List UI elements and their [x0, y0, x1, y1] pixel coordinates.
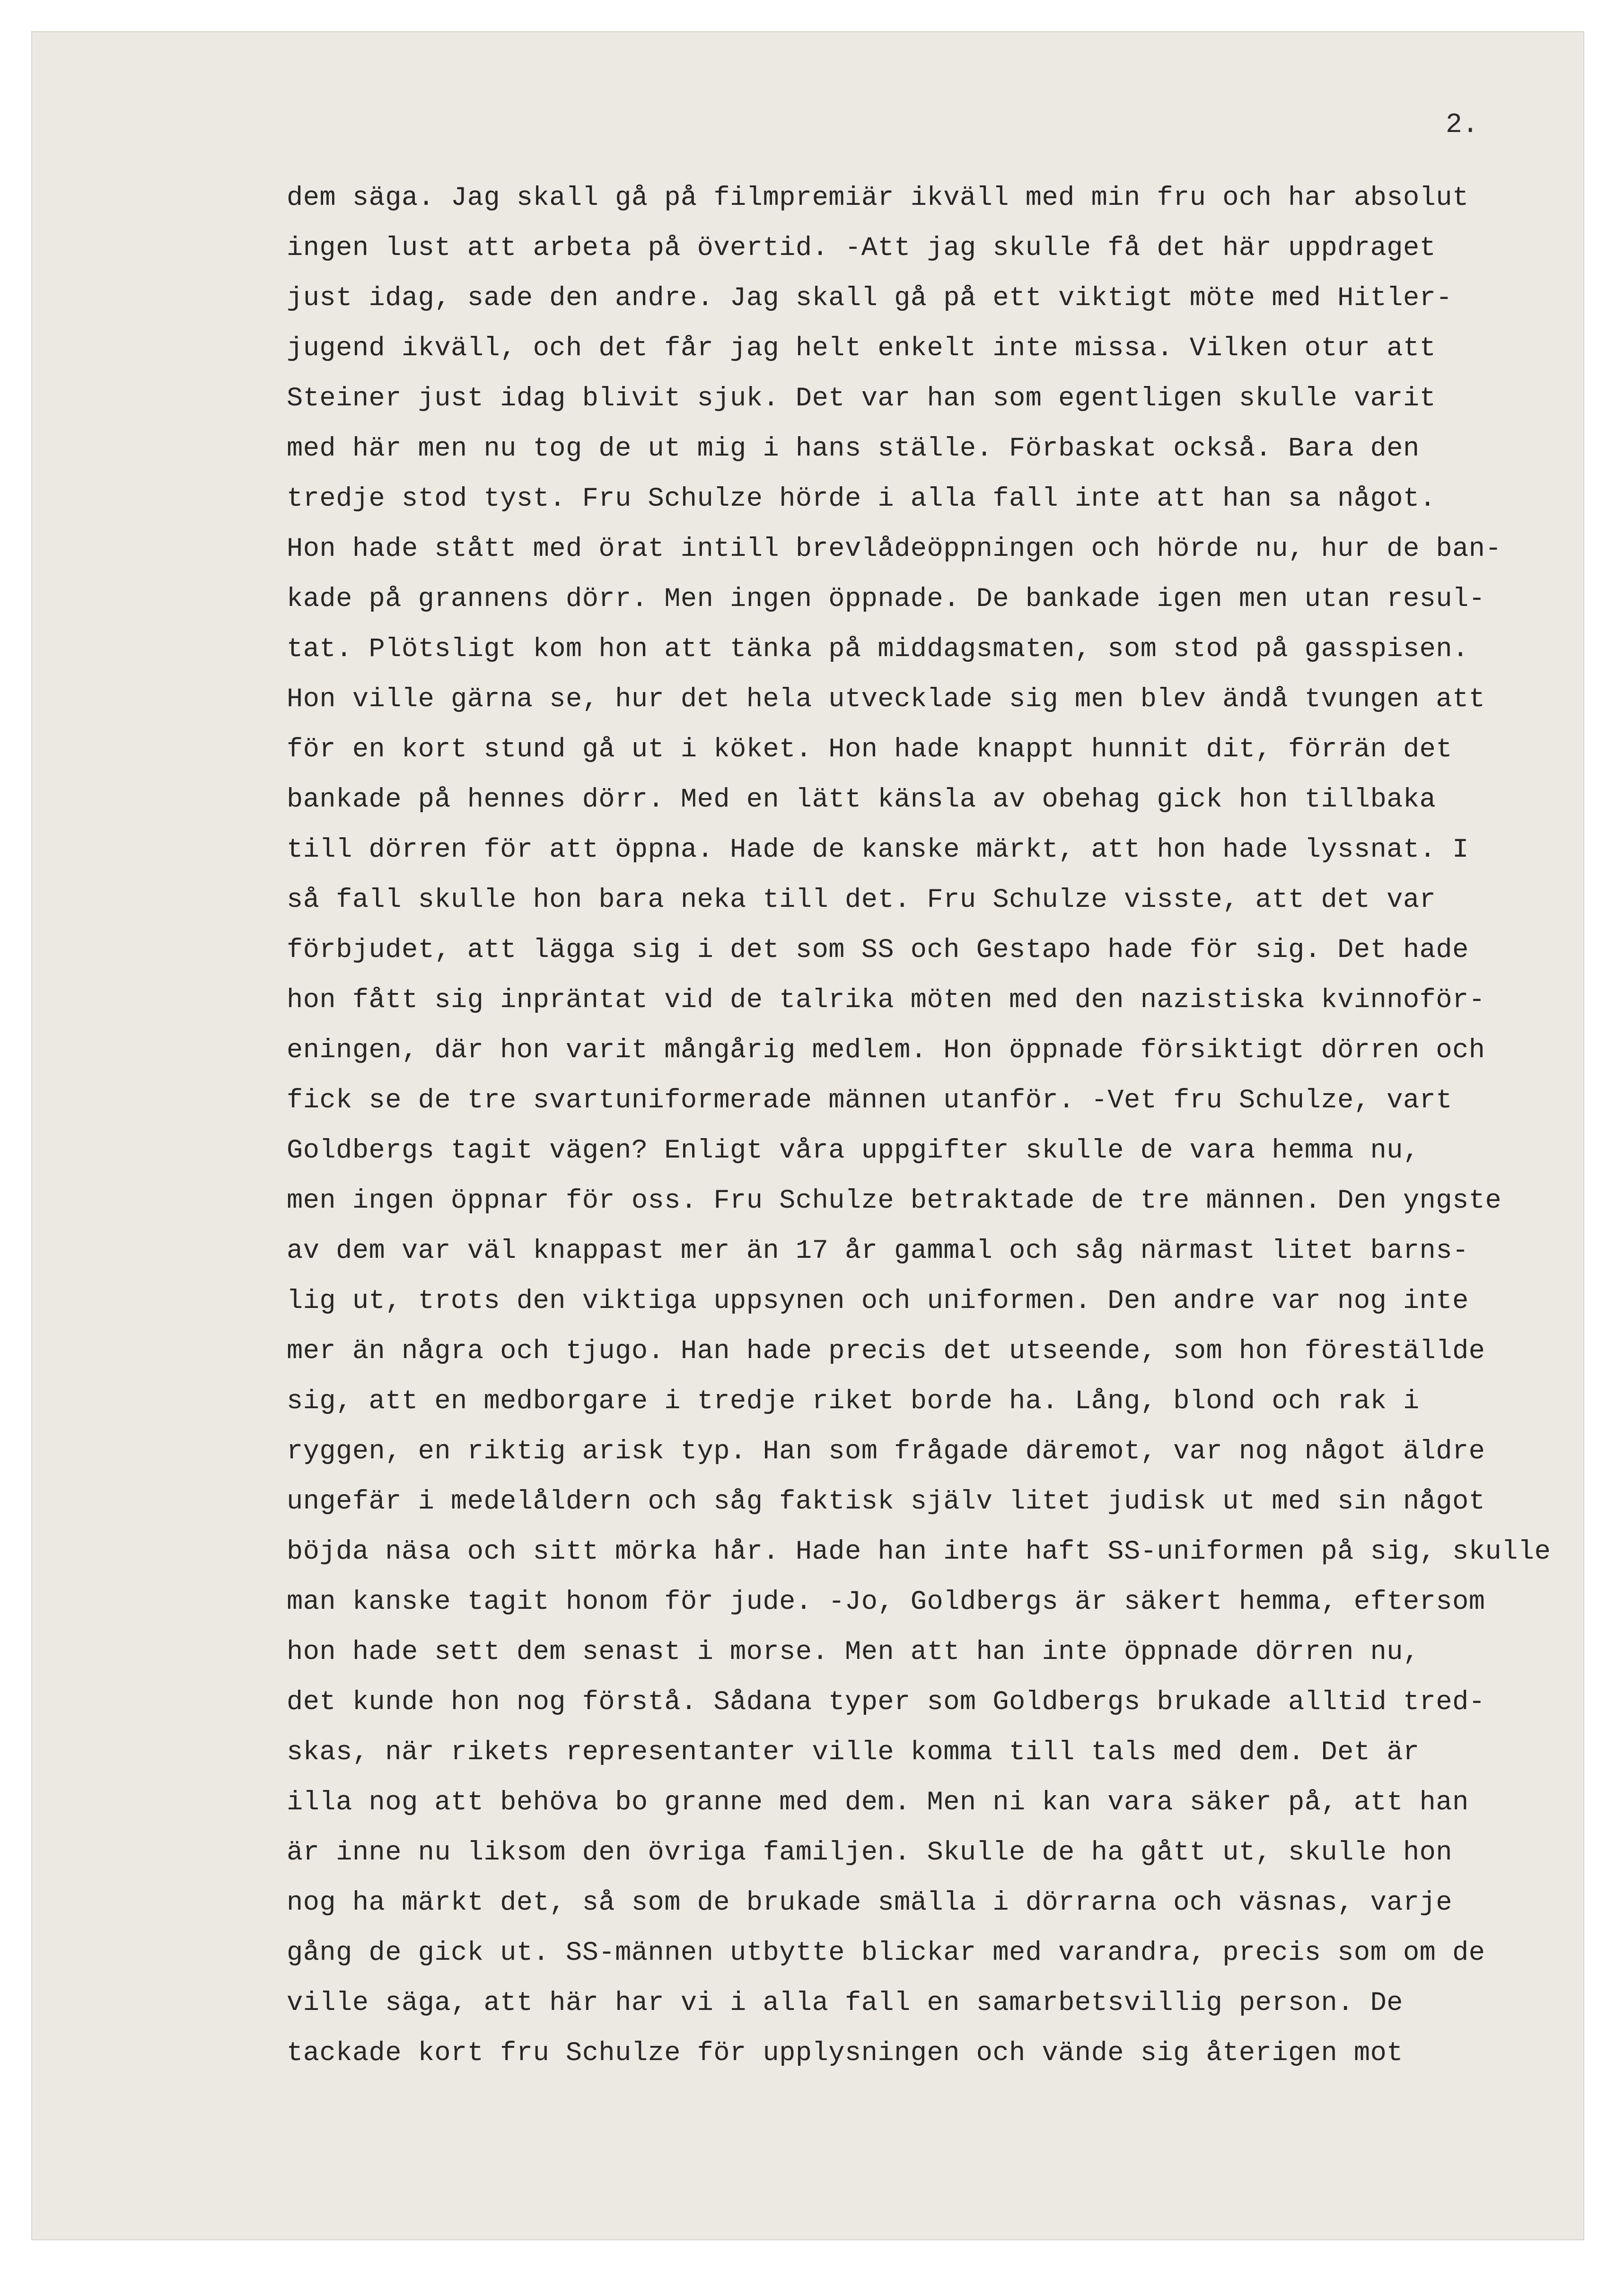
text-line: Goldbergs tagit vägen? Enligt våra uppgifter skulle de vara hemma nu, — [287, 1136, 1420, 1166]
text-line: med här men nu tog de ut mig i hans ställe. Förbaskat också. Bara den — [287, 434, 1420, 464]
text-line: hon fått sig inpräntat vid de talrika möten med den nazistiska kvinnoför- — [287, 985, 1485, 1016]
text-line: tat. Plötsligt kom hon att tänka på middagsmaten, som stod på gasspisen. — [287, 634, 1469, 665]
text-line: just idag, sade den andre. Jag skall gå på ett viktigt möte med Hitler- — [287, 283, 1453, 314]
text-line: kade på grannens dörr. Men ingen öppnade. De bankade igen men utan resul- — [287, 584, 1485, 614]
text-line: illa nog att behöva bo granne med dem. Men ni kan vara säker på, att han — [287, 1788, 1469, 1818]
text-line: tredje stod tyst. Fru Schulze hörde i alla fall inte att han sa något. — [287, 484, 1436, 514]
text-line: ville säga, att här har vi i alla fall en samarbetsvillig person. De — [287, 1988, 1403, 2018]
text-line: ryggen, en riktig arisk typ. Han som frågade däremot, var nog något äldre — [287, 1437, 1485, 1467]
text-line: man kanske tagit honom för jude. -Jo, Goldbergs är säkert hemma, eftersom — [287, 1587, 1485, 1617]
text-line: är inne nu liksom den övriga familjen. Skulle de ha gått ut, skulle hon — [287, 1838, 1453, 1868]
text-line: böjda näsa och sitt mörka hår. Hade han inte haft SS-uniformen på sig, skulle — [287, 1537, 1551, 1567]
text-line: men ingen öppnar för oss. Fru Schulze betraktade de tre männen. Den yngste — [287, 1186, 1502, 1216]
text-line: Hon hade stått med örat intill brevlådeöppningen och hörde nu, hur de ban- — [287, 534, 1502, 564]
text-line: Steiner just idag blivit sjuk. Det var han som egentligen skulle varit — [287, 384, 1436, 414]
text-line: av dem var väl knappast mer än 17 år gammal och såg närmast litet barns- — [287, 1236, 1469, 1266]
text-line: ingen lust att arbeta på övertid. -Att jag skulle få det här uppdraget — [287, 233, 1436, 263]
text-line: mer än några och tjugo. Han hade precis det utseende, som hon föreställde — [287, 1336, 1485, 1367]
text-line: för en kort stund gå ut i köket. Hon hade knappt hunnit dit, förrän det — [287, 735, 1453, 765]
text-line: det kunde hon nog förstå. Sådana typer som Goldbergs brukade alltid tred- — [287, 1687, 1485, 1718]
text-line: eningen, där hon varit mångårig medlem. Hon öppnade försiktigt dörren och — [287, 1035, 1485, 1066]
text-line: lig ut, trots den viktiga uppsynen och uniformen. Den andre var nog inte — [287, 1286, 1469, 1316]
text-line: skas, när rikets representanter ville komma till tals med dem. Det är — [287, 1737, 1420, 1768]
text-line: tackade kort fru Schulze för upplysningen och vände sig återigen mot — [287, 2038, 1403, 2069]
text-line: fick se de tre svartuniformerade männen utanför. -Vet fru Schulze, vart — [287, 1086, 1453, 1116]
typed-page — [31, 31, 1584, 2240]
text-line: hon hade sett dem senast i morse. Men att han inte öppnade dörren nu, — [287, 1637, 1420, 1667]
text-line: så fall skulle hon bara neka till det. Fru Schulze visste, att det var — [287, 885, 1436, 915]
text-line: jugend ikväll, och det får jag helt enkelt inte missa. Vilken otur att — [287, 333, 1436, 364]
text-line: bankade på hennes dörr. Med en lätt känsla av obehag gick hon tillbaka — [287, 785, 1436, 815]
typed-text-body — [287, 173, 1551, 2079]
page-number: 2. — [1446, 110, 1479, 140]
text-line: till dörren för att öppna. Hade de kanske märkt, att hon hade lyssnat. I — [287, 835, 1469, 865]
text-line: ungefär i medelåldern och såg faktisk själv litet judisk ut med sin något — [287, 1487, 1485, 1517]
text-line: förbjudet, att lägga sig i det som SS och Gestapo hade för sig. Det hade — [287, 935, 1469, 965]
text-line: Hon ville gärna se, hur det hela utvecklade sig men blev ändå tvungen att — [287, 684, 1485, 715]
text-line: gång de gick ut. SS-männen utbytte blickar med varandra, precis som om de — [287, 1938, 1485, 1968]
text-line: dem säga. Jag skall gå på filmpremiär ikväll med min fru och har absolut — [287, 183, 1469, 213]
text-line: sig, att en medborgare i tredje riket borde ha. Lång, blond och rak i — [287, 1386, 1420, 1417]
text-line: nog ha märkt det, så som de brukade smälla i dörrarna och väsnas, varje — [287, 1888, 1453, 1918]
